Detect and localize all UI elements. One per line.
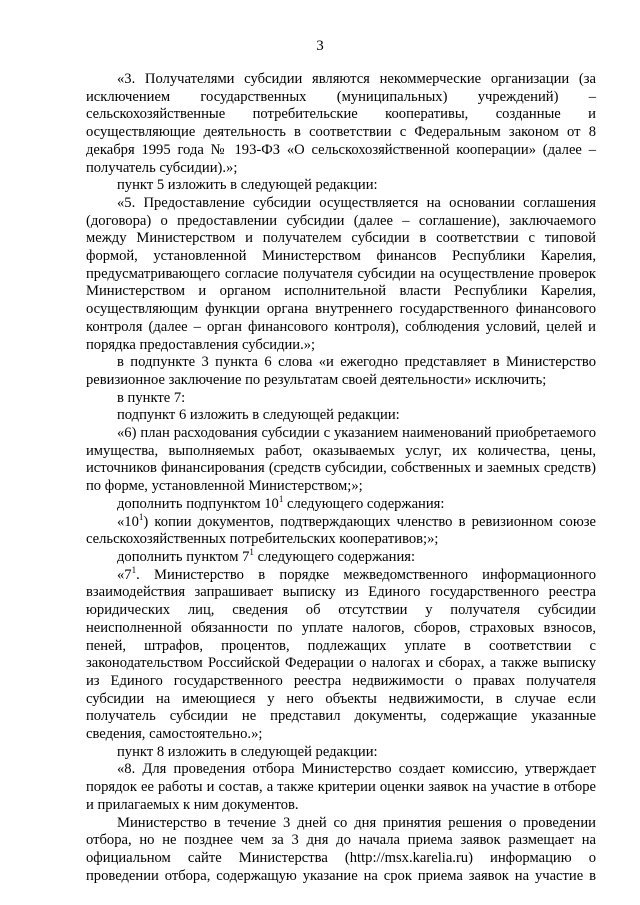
paragraph-add-item7-1: дополнить пунктом $7^1$ следующего содержания: [117,546,416,565]
paragraph-item7-1: «$7^1$. Министерство в порядке межведомственного информационного взаимодействия запрашивает выписку из Единого государственного реестра юридических лиц, сведения об отсутствии у получателя субсидии неисполненной обязанности по уплате налогов, сборов, страховых взносов, пеней, штрафов, процентов, подлежащих уплате в соответствии с законодательством Российской Федерации о налогах и сборах, а также выписку из Единого государственного реестра недвижимости о правах получателя субсидии на имеющиеся у него объекты недвижимости, в случае если получатель субсидии не представил документы, содержащие указанные сведения, самостоятельно.»; [86,564,596,743]
paragraph-sub6: «6) план расходования субсидии с указанием наименований приобретаемого имущества, выполняемых работ, оказываемых услуг, их количества, цены, источников финансирования (средств субсидии, собственных и заемных средств) по форме, установленной Министерством;»; [86,425,596,495]
paragraph-selection-notice: Министерство в течение 3 дней со дня принятия решения о проведении отбора, но не позднее чем за 3 дня до начала приема заявок размещает на официальном сайте Министерства (http://msx.karelia.ru) информацию о проведении отбора, содержащую указание на срок приема заявок на участие в [86,814,596,884]
paragraph-item6-sub3: в подпункте 3 пункта 6 слова «и ежегодно представляет в Министерство ревизионное заключение по результатам своей деятельности» исключить; [86,354,596,388]
paragraph-item8-intro: пункт 8 изложить в следующей редакции: [117,743,378,760]
paragraph-sub10-1: «$10^1$) копии документов, подтверждающих членство в ревизионном союзе сельскохозяйственных потребительских кооперативов;»; [86,511,596,548]
paragraph-item8: «8. Для проведения отбора Министерство создает комиссию, утверждает порядок ее работы и состав, а также критерии оценки заявок на участие в отборе и прилагаемых к ним документов. [86,761,596,813]
paragraph-item7-intro: в пункте 7: [117,389,186,406]
page-number: 3 [316,38,324,54]
document-body [86,71,596,885]
paragraph-recipients: «3. Получателями субсидии являются некоммерческие организации (за исключением государственных (муниципальных) учреждений) – сельскохозяйственные потребительские кооперативы, созданные и осуществляющие деятельность в соответствии с Федеральным законом от 8 декабря 1995 года № 193-ФЗ «О сельскохозяйственной кооперации» (далее – получатель субсидии).»; [86,71,596,176]
paragraph-item5: «5. Предоставление субсидии осуществляется на основании соглашения (договора) о предоставлении субсидии (далее – соглашение), заключаемого между Министерством и получателем субсидии в соответствии с типовой формой, установленной Министерством финансов Республики Карелия, предусматривающего согласие получателя субсидии на осуществление проверок Министерством и органом исполнительной власти Республики Карелия, осуществляющим функции органа внутреннего государственного финансового контроля (далее – орган финансового контроля), соблюдения условий, целей и порядка предоставления субсидии.»; [86,194,596,353]
paragraph-add-sub10-1: дополнить подпунктом $10^1$ следующего содержания: [117,493,445,512]
paragraph-sub6-intro: подпункт 6 изложить в следующей редакции: [117,407,400,424]
paragraph-item5-intro: пункт 5 изложить в следующей редакции: [117,177,378,194]
